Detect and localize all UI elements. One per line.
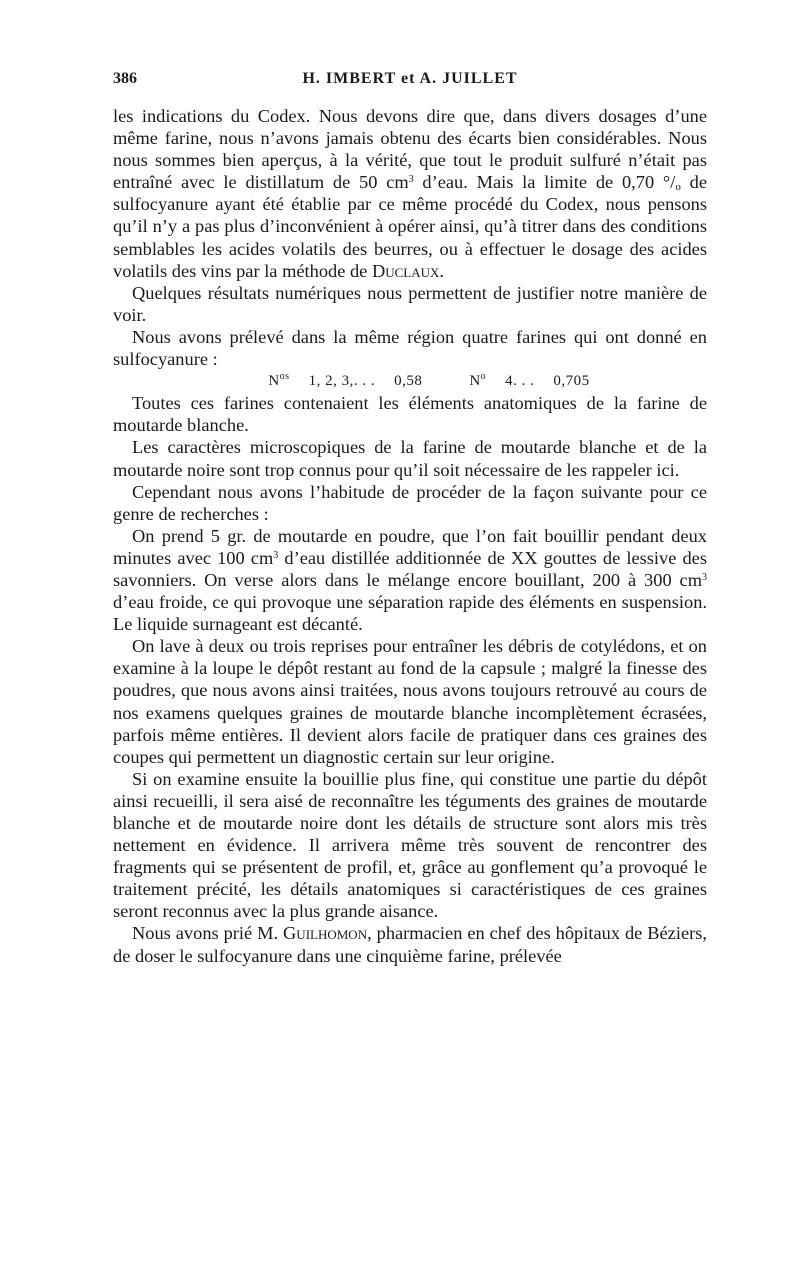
paragraph	[113, 481, 707, 525]
text-run: Les caractères microscopiques de la farine de moutarde blanche et de la moutarde noire sont trop connus pour qu’il soit nécessaire de les rappeler ici.	[113, 437, 707, 480]
values-left-label-sup: os	[279, 371, 290, 383]
page-header	[113, 70, 707, 96]
paragraph	[113, 922, 707, 966]
superscript: 3	[273, 549, 279, 561]
text-run: de sulfocyanure ayant été établie par ce même procédé du Codex, nous pensons qu’il n’y a pas plus d’inconvénient à opérer ainsi, qu’à titrer dans des conditions semblables les acides volatils des beurres, ou à effectuer le dosage des acides volatils des vins par la méthode de	[113, 172, 707, 281]
body-text	[113, 105, 707, 967]
text-run: Si on examine ensuite la bouillie plus fine, qui constitue une partie du dépôt ainsi recueilli, il sera aisé de reconnaître les téguments des graines de moutarde blanche et de moutarde noire dont les détails de structure sont alors mis très nettement en évidence. Il arrivera même très souvent de rencontrer des fragments qui se présentent de profil, et, grâce au gonflement qu’a provoqué le traitement précité, les détails anatomiques si caractéristiques de ces graines seront reconnus avec la plus grande aisance.	[113, 768, 707, 922]
text-run: Nous avons prélevé dans la même région quatre farines qui ont donné en sulfocyanure :	[113, 326, 707, 370]
paragraph	[113, 392, 707, 436]
values-right-number: 4. . .	[505, 373, 535, 390]
paragraph	[113, 768, 707, 923]
text-run: , pharmacien en chef des hôpitaux de Béziers, de doser le sulfocyanure dans une cinquième farine, prélevée	[113, 923, 707, 966]
text-run: Nous avons prié M.	[132, 923, 284, 944]
paragraph	[113, 436, 707, 480]
values-right-value: 0,705	[553, 373, 590, 390]
values-right-label: N	[469, 373, 481, 390]
small-caps-name: Duclaux	[371, 260, 440, 281]
paragraph	[113, 105, 707, 282]
paragraph	[113, 326, 707, 370]
text-run: d’eau froide, ce qui provoque une séparation rapide des éléments en suspension. Le liquide surnageant est décanté.	[113, 592, 707, 635]
paragraph	[113, 282, 707, 326]
text-run: d’eau distillée additionnée de XX gouttes de lessive des savonniers. On verse alors dans le mélange encore bouillant, 200 à 300 cm	[113, 547, 708, 590]
superscript: 3	[408, 174, 414, 186]
text-run: Toutes ces farines contenaient les éléments anatomiques de la farine de moutarde blanche.	[113, 393, 707, 436]
superscript: 3	[702, 571, 707, 583]
values-left-label: N	[268, 373, 280, 390]
small-caps-name: Guilhomon	[283, 923, 368, 944]
subscript: o	[675, 181, 681, 194]
text-run: les indications du Codex. Nous devons dire que, dans divers dosages d’une même farine, nous n’avons jamais obtenu des écarts bien considérables. Nous nous sommes bien aperçus, à la vérité, que tout le produit sulfuré n’était pas entraîné avec le distillatum de 50 cm	[113, 106, 707, 193]
text-run: On prend 5 gr. de moutarde en poudre, que l’on fait bouillir pendant deux minutes avec 100 cm	[113, 525, 707, 568]
text-run: Quelques résultats numériques nous permettent de justifier notre manière de voir.	[113, 282, 707, 325]
paragraph	[113, 635, 707, 768]
text-run: On lave à deux ou trois reprises pour entraîner les débris de cotylédons, et on examine à la loupe le dépôt restant au fond de la capsule ; malgré la finesse des poudres, que nous avons ainsi traitées, nous avons toujours retrouvé au cours de nos examens quelques graines de moutarde blanche incomplètement écrasées, parfois même entières. Il devient alors facile de pratiquer dans ces graines des coupes qui permettent un diagnostic certain sur leur origine.	[113, 636, 707, 767]
values-right-label-sup: o	[480, 371, 487, 383]
running-head: H. IMBERT et A. JUILLET	[302, 70, 518, 87]
text-run: d’eau. Mais la limite de 0,70 °/	[413, 172, 676, 193]
text-run: Cependant nous avons l’habitude de procéder de la façon suivante pour ce genre de recherches :	[113, 481, 707, 524]
page-number: 386	[113, 70, 137, 87]
values-left-numbers: 1, 2, 3,. . .	[308, 373, 376, 390]
paragraph	[113, 525, 707, 635]
text-run: .	[439, 260, 445, 281]
values-left-value: 0,58	[394, 373, 423, 390]
values-line	[113, 370, 707, 392]
